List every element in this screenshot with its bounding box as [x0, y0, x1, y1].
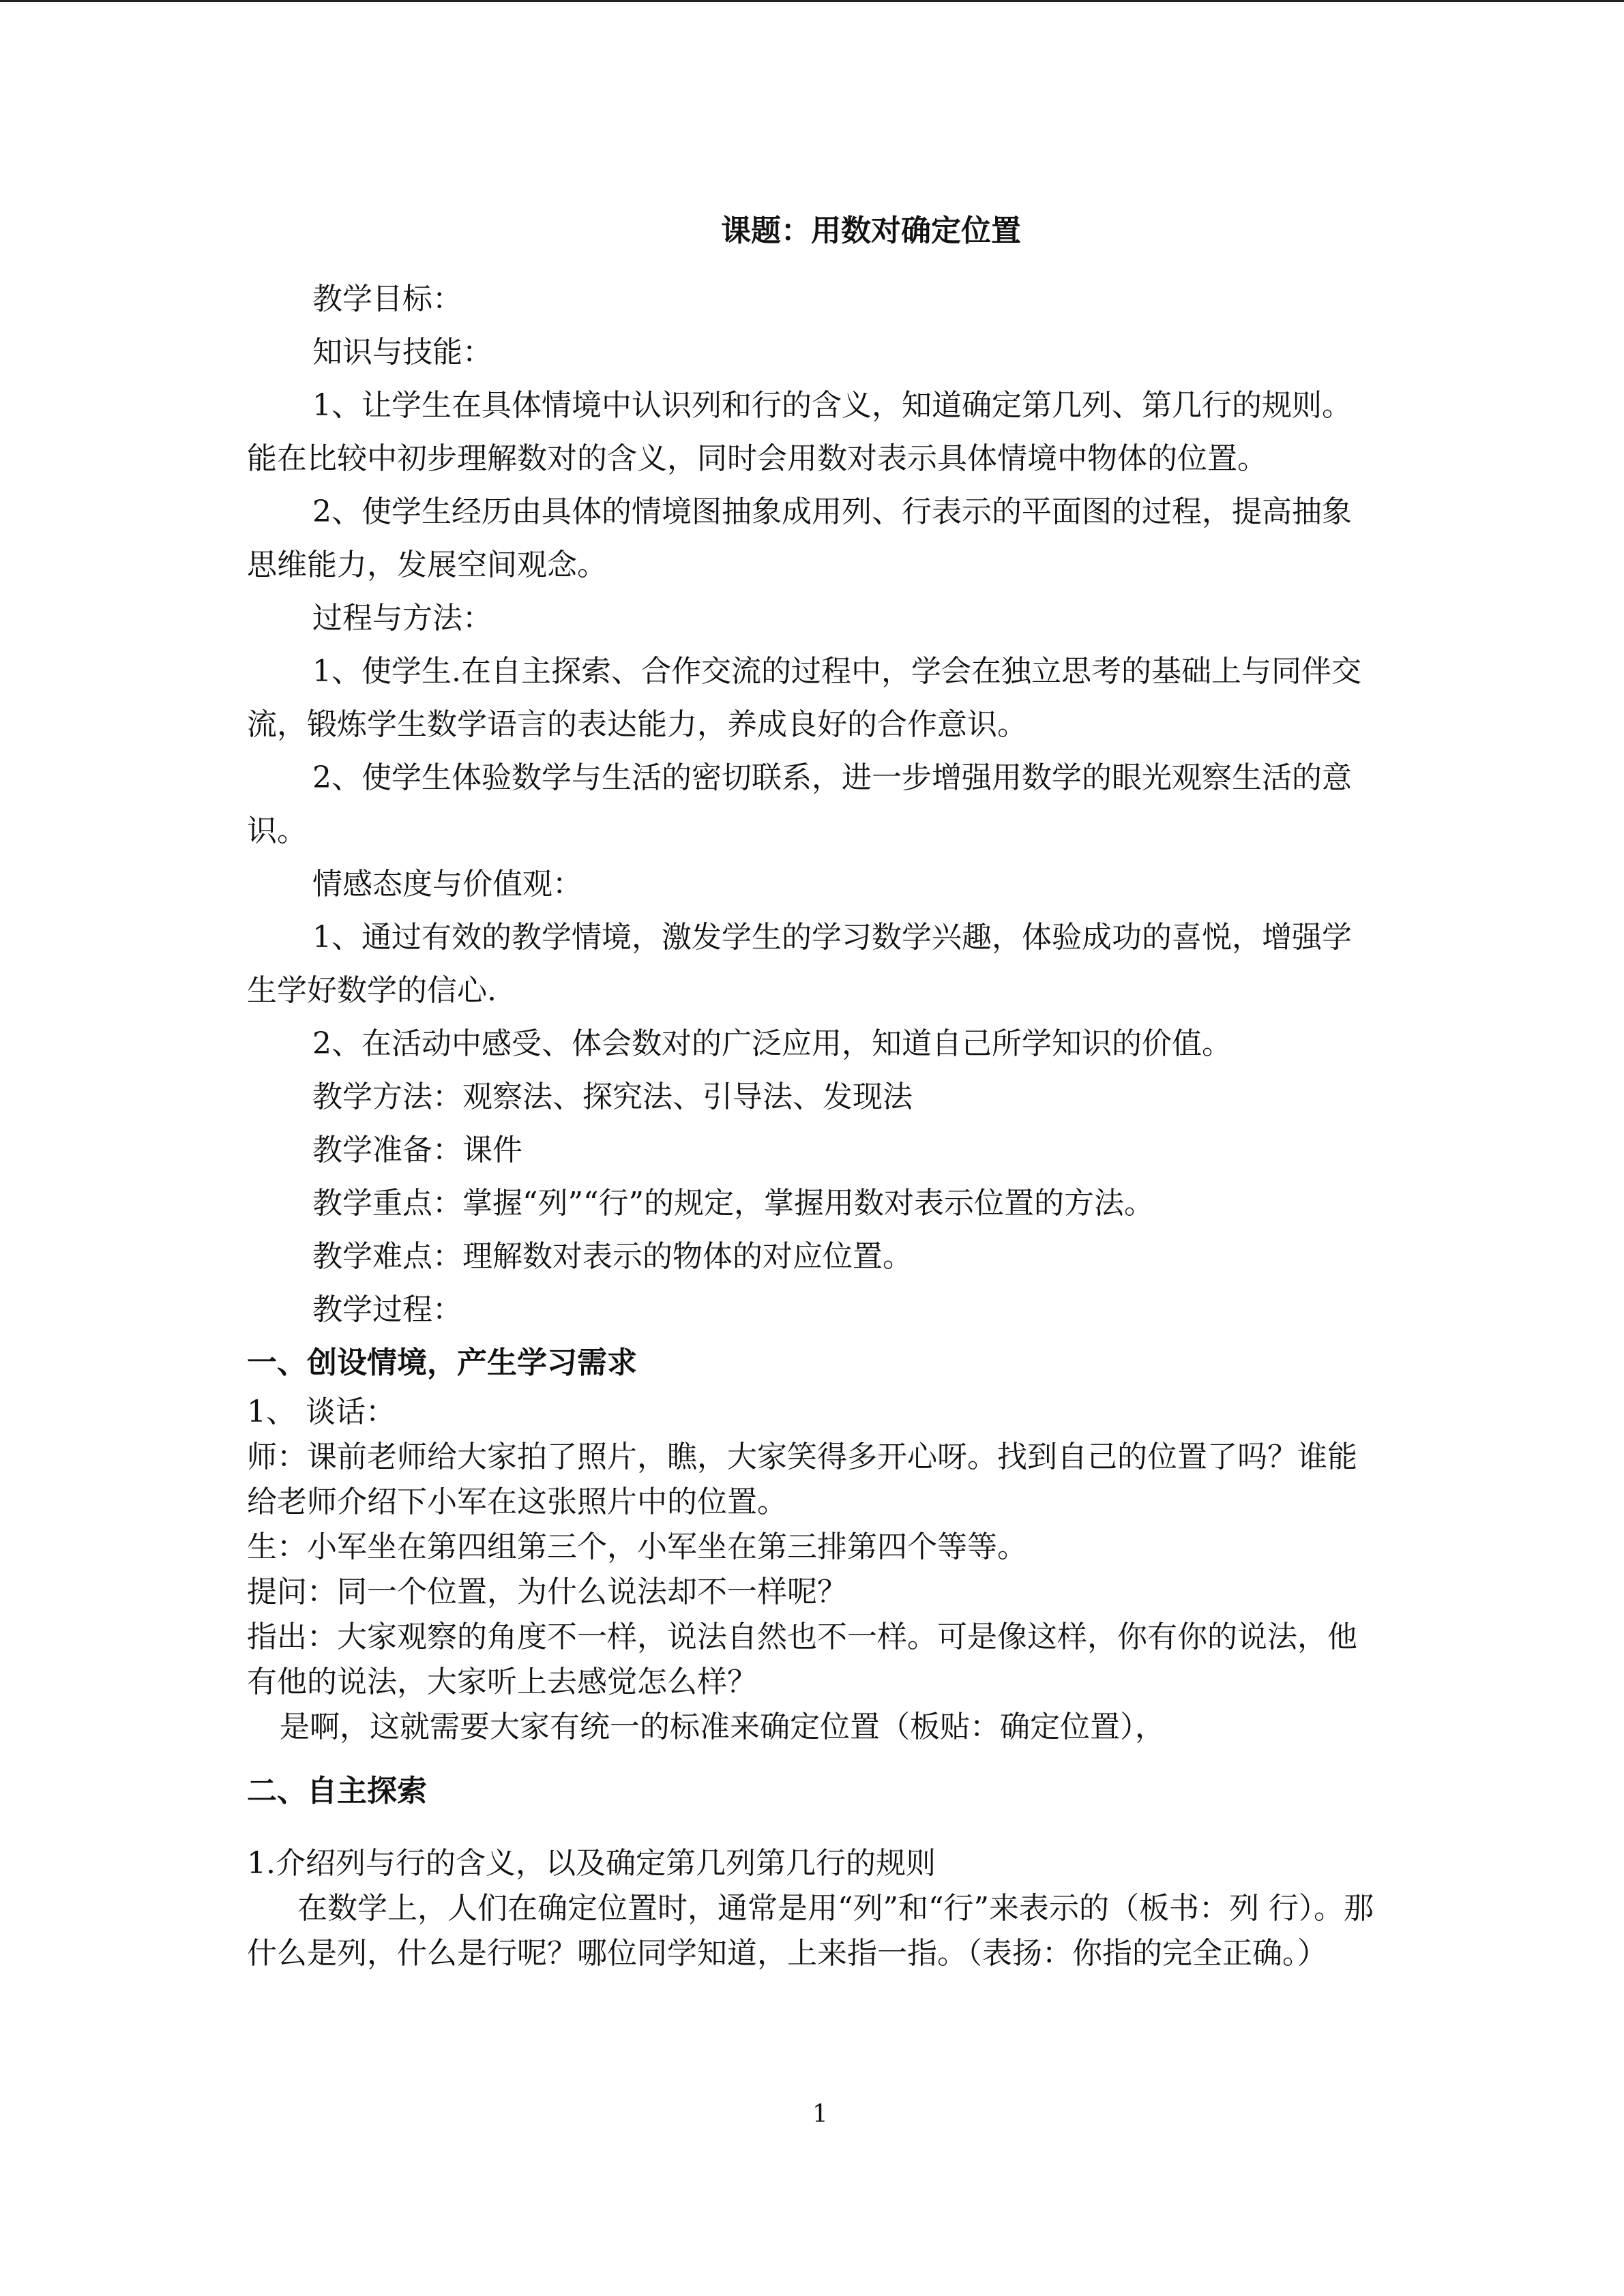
section2-line: 1.介绍列与行的含义，以及确定第几列第几行的规则: [247, 1846, 936, 1881]
document-title: 课题：用数对确定位置: [721, 213, 1021, 248]
section-heading-2: 二、自主探索: [247, 1774, 427, 1808]
page-number-text: 1: [812, 2100, 828, 2128]
paragraph: 1、通过有效的教学情境，激发学生的学习数学兴趣，体验成功的喜悦，增强学生学好数学的信心.: [247, 920, 1352, 1008]
paragraph: 过程与方法：: [312, 601, 492, 636]
paragraph: 教学难点：理解数对表示的物体的对应位置。: [312, 1239, 913, 1274]
paragraph: 2、使学生体验数学与生活的密切联系，进一步增强用数学的眼光观察生活的意识。: [247, 760, 1352, 848]
paragraph: 2、在活动中感受、体会数对的广泛应用，知道自己所学知识的价值。: [312, 1026, 1232, 1061]
paragraph: 教学重点：掌握“列”“行”的规定，掌握用数对表示位置的方法。: [312, 1186, 1154, 1221]
paragraph: 1、使学生.在自主探索、合作交流的过程中，学会在独立思考的基础上与同伴交流，锻炼学生数学语言的表达能力，养成良好的合作意识。: [247, 654, 1361, 742]
document-page: [247, 205, 1379, 1976]
paragraph: 教学准备：课件: [312, 1133, 522, 1167]
section1-line: 师：课前老师给大家拍了照片，瞧，大家笑得多开心呀。找到自己的位置了吗？谁能给老师介绍下小军在这张照片中的位置。: [247, 1440, 1357, 1519]
section1-line: 是啊，这就需要大家有统一的标准来确定位置（板贴：确定位置），: [280, 1710, 1165, 1744]
page-number: [0, 2100, 1624, 2128]
section1-line: 生：小军坐在第四组第三个，小军坐在第三排第四个等等。: [247, 1530, 1027, 1564]
section-heading-1: 一、创设情境，产生学习需求: [247, 1345, 637, 1380]
paragraph: 知识与技能：: [312, 335, 492, 370]
section1-line: 指出：大家观察的角度不一样，说法自然也不一样。可是像这样，你有你的说法，他有他的说法，大家听上去感觉怎么样？: [247, 1620, 1357, 1699]
top-border-line: [0, 0, 1624, 2]
paragraph: 2、使学生经历由具体的情境图抽象成用列、行表示的平面图的过程，提高抽象思维能力，发展空间观念。: [247, 494, 1352, 582]
paragraph: 1、让学生在具体情境中认识列和行的含义，知道确定第几列、第几行的规则。能在比较中初步理解数对的含义，同时会用数对表示具体情境中物体的位置。: [247, 388, 1352, 476]
paragraph: 教学目标：: [312, 282, 462, 316]
paragraph: 情感态度与价值观：: [312, 867, 582, 901]
section1-line: 1、 谈话：: [247, 1395, 396, 1429]
section2-line: 在数学上，人们在确定位置时，通常是用“列”和“行”来表示的（板书：列 行）。那什么是列，什么是行呢？哪位同学知道，上来指一指。（表扬：你指的完全正确。）: [247, 1891, 1374, 1971]
section1-line: 提问：同一个位置，为什么说法却不一样呢？: [247, 1575, 847, 1609]
paragraph: 教学过程：: [312, 1292, 462, 1327]
paragraph: 教学方法：观察法、探究法、引导法、发现法: [312, 1079, 913, 1114]
